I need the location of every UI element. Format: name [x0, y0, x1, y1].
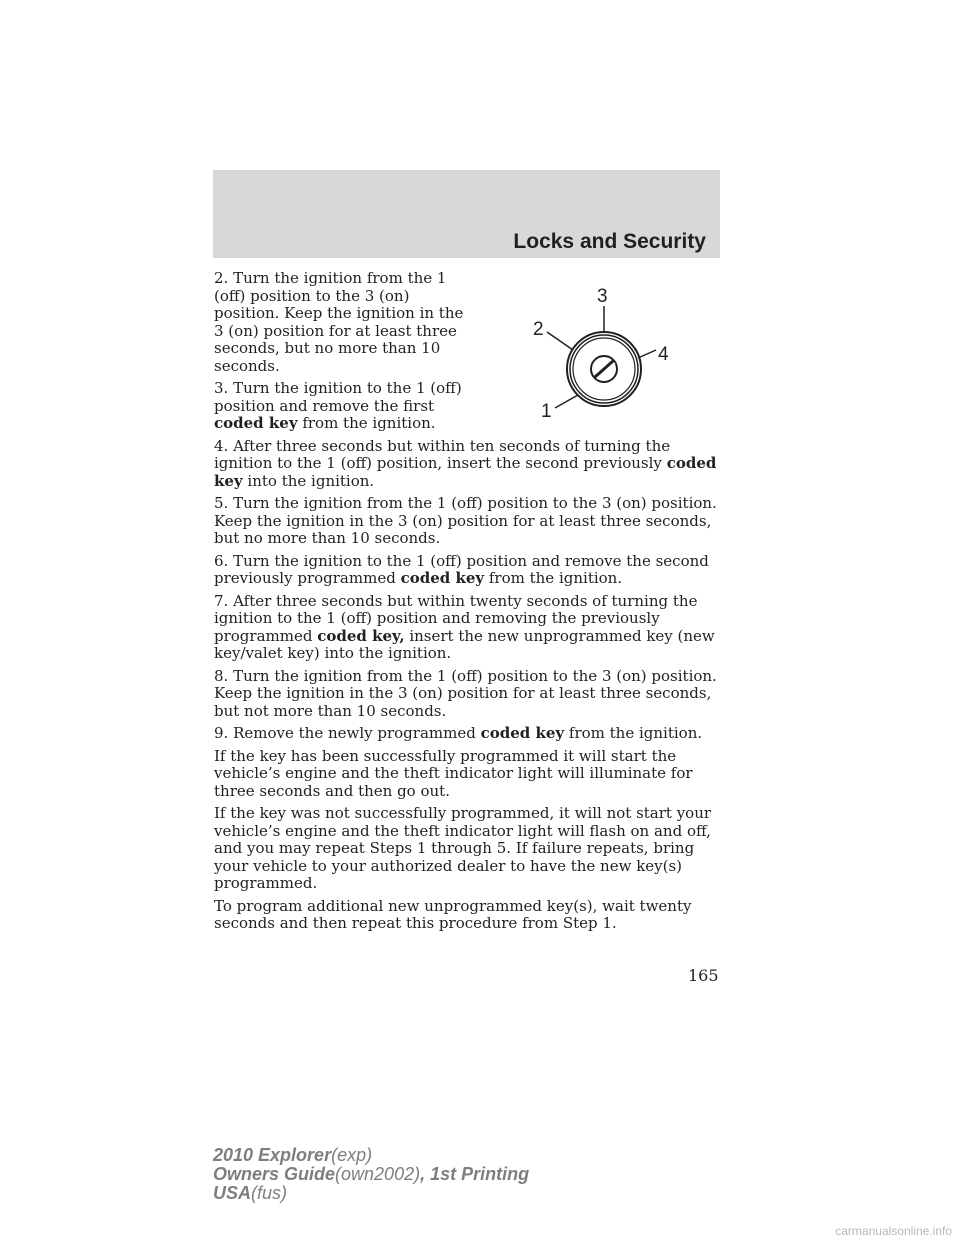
ignition-svg — [505, 278, 720, 436]
footer-line-3: USA(fus) — [213, 1183, 288, 1203]
footer-line-2: Owners Guide(own2002), 1st Printing — [213, 1164, 530, 1184]
footer — [213, 1146, 529, 1203]
body-text — [214, 270, 724, 938]
step-7: 7. After three seconds but within twenty seconds of turning the ignition to the 1 (off) position and removing the previously programmed coded key, insert the new unprogrammed key (new key/valet key) into the ignition. — [214, 591, 715, 662]
success-note: If the key has been successfully programmed it will start the vehicle’s engine and the theft indicator light will illuminate for three seconds and then go out. — [214, 746, 693, 800]
position-label-2: 2 — [533, 319, 544, 340]
ignition-lock-cylinder — [567, 332, 641, 406]
failure-note: If the key was not successfully programmed, it will not start your vehicle’s engine and the theft indicator light will flash on and off, and you may repeat Steps 1 through 5. If failure repeats, bring your vehicle to your authorized dealer to have the new key(s) programmed. — [214, 804, 712, 892]
watermark: carmanualsonline.info — [835, 1224, 952, 1238]
page-number: 165 — [688, 966, 719, 985]
section-header — [213, 170, 720, 258]
additional-keys-note: To program additional new unprogrammed key(s), wait twenty seconds and then repeat this procedure from Step 1. — [214, 896, 692, 932]
step-5: 5. Turn the ignition from the 1 (off) position to the 3 (on) position. Keep the ignition in the 3 (on) position for at least three seconds, but no more than 10 seconds. — [214, 494, 717, 547]
position-label-4: 4 — [658, 344, 669, 365]
step-8: 8. Turn the ignition from the 1 (off) position to the 3 (on) position. Keep the ignition in the 3 (on) position for at least three seconds, but not more than 10 seconds. — [214, 666, 717, 720]
step-2: 2. Turn the ignition from the 1 (off) position to the 3 (on) position. Keep the ignition in the 3 (on) position for at least three seconds, but no more than 10 seconds. — [214, 269, 464, 375]
step-9: 9. Remove the newly programmed coded key from the ignition. — [214, 724, 703, 742]
position-label-3: 3 — [597, 286, 608, 307]
ignition-diagram — [505, 278, 720, 436]
section-title: Locks and Security — [513, 230, 706, 253]
step-6: 6. Turn the ignition to the 1 (off) position and remove the second previously programmed coded key from the ignition. — [214, 551, 709, 587]
step-4: 4. After three seconds but within ten seconds of turning the ignition to the 1 (off) position, insert the second previously coded key into the ignition. — [214, 436, 717, 490]
footer-line-1: 2010 Explorer(exp) — [213, 1145, 373, 1165]
position-label-1: 1 — [541, 401, 552, 422]
step-3: 3. Turn the ignition to the 1 (off) position and remove the first coded key from the ignition. — [214, 379, 462, 432]
